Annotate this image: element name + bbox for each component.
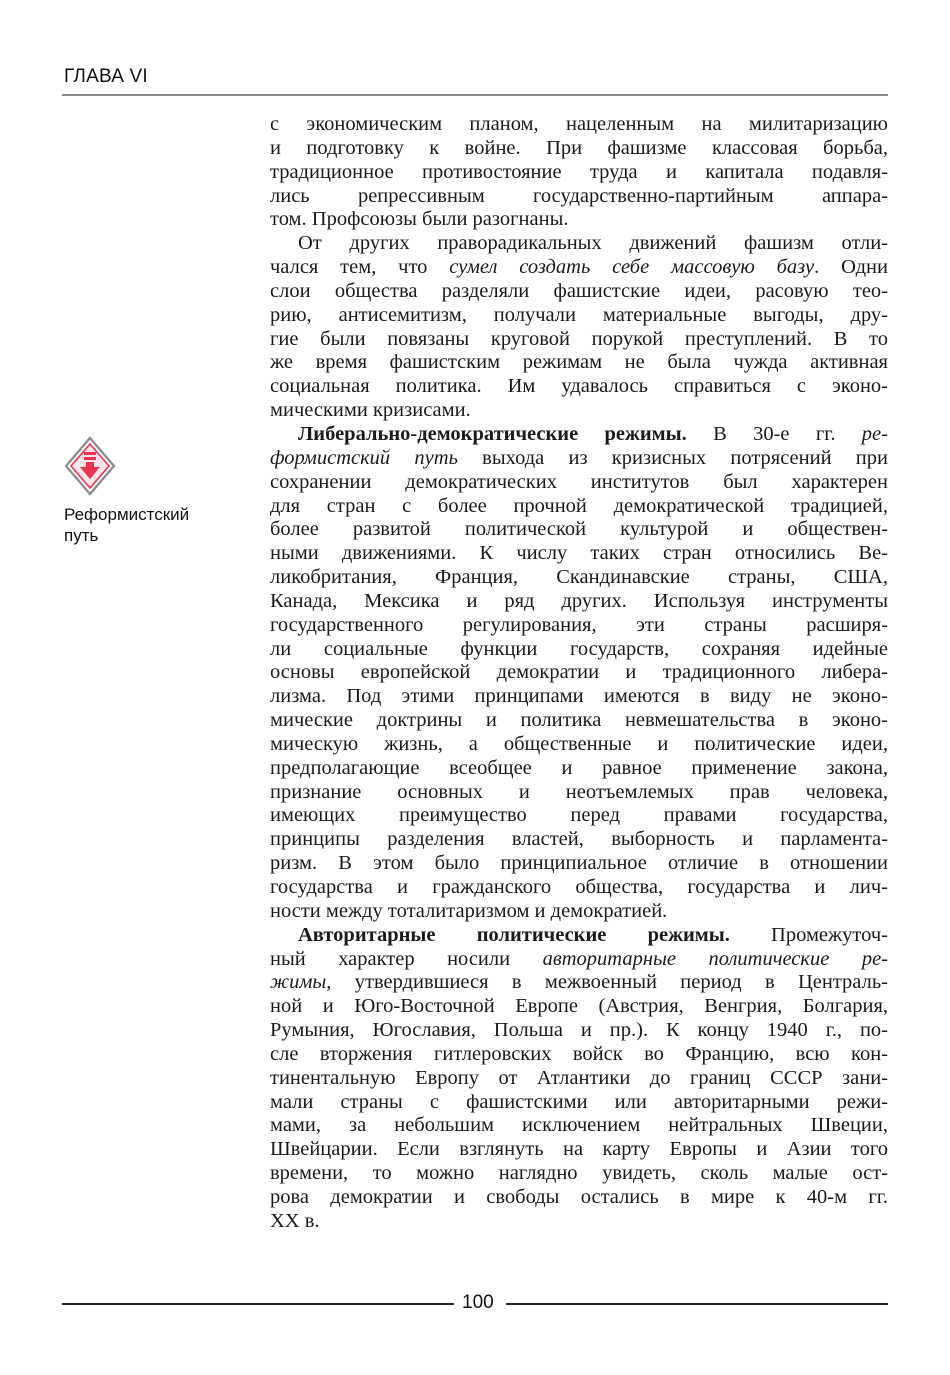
text-line: том. Профсоюзы были разогнаны. <box>270 208 569 231</box>
text-line: Румыния, Югославия, Польша и пр.). К концу 1940 г., по- <box>270 1019 888 1042</box>
emphasis-text: формистский путь <box>270 446 458 469</box>
header-divider <box>62 94 888 96</box>
text-line: лизма. Под этими принципами имеются в виду не эконо- <box>270 685 888 708</box>
text-line: ности между тоталитаризмом и демократией. <box>270 899 668 922</box>
text-line: лись репрессивным государственно-партийным аппара- <box>270 184 888 207</box>
text-line: мическими кризисами. <box>270 399 471 422</box>
paragraph-4 <box>270 924 888 1234</box>
text-span: , утвердившиеся в межвоенный период в Централь- <box>326 971 888 994</box>
footer-divider-right <box>506 1303 888 1305</box>
text-line: для стран с более прочной демократической традицией, <box>270 494 888 517</box>
text-line: государства и гражданского общества, государства и лич- <box>270 876 888 898</box>
text-line: Швейцарии. Если взглянуть на карту Европы и Азии того <box>270 1138 888 1161</box>
text-line: ли социальные функции государств, сохраняя идейные <box>270 637 888 660</box>
page-number: 100 <box>462 1292 494 1313</box>
text-span: чался тем, что <box>270 256 450 279</box>
emphasis-text: сумел создать себе массовую базу <box>449 256 815 279</box>
section-heading: Авторитарные политические режимы. <box>298 923 730 946</box>
emphasis-text: авторитарные политические ре- <box>542 947 888 970</box>
text-line: более развитой политической культурой и обществен- <box>270 518 888 541</box>
text-line <box>270 447 888 471</box>
chapter-header: ГЛАВА VI <box>64 66 148 87</box>
text-line: слои общества разделяли фашистские идеи, расовую тео- <box>270 279 888 302</box>
text-line: ными движениями. К числу таких стран относились Ве- <box>270 542 888 565</box>
text-line: и подготовку к войне. При фашизме классовая борьба, <box>270 136 888 159</box>
text-line <box>270 971 888 995</box>
text-line: предполагающие всеобщее и равное применение закона, <box>270 756 888 779</box>
text-line: ликобритания, Франция, Скандинавские страны, США, <box>270 566 888 589</box>
text-line: тинентальную Европу от Атлантики до границ СССР зани- <box>270 1066 888 1089</box>
text-span: Промежуточ- <box>729 923 888 946</box>
text-line: сохранении демократических институтов был характерен <box>270 470 888 493</box>
section-heading: Либерально-демократические режимы. <box>298 422 687 445</box>
body-text <box>270 113 888 1234</box>
paragraph-1 <box>270 113 888 232</box>
text-line: Канада, Мексика и ряд других. Используя инструменты <box>270 589 888 612</box>
text-line: мами, за небольшим исключением нейтральных Швеции, <box>270 1114 888 1137</box>
text-span: выхода из кризисных потрясений при <box>457 446 888 469</box>
text-line: рова демократии и свободы остались в мире к 40-м гг. <box>270 1185 888 1208</box>
text-line: признание основных и неотъемлемых прав человека, <box>270 780 888 803</box>
text-line: времени, то можно наглядно увидеть, сколь малые ост- <box>270 1162 888 1185</box>
text-span: . Одни <box>814 256 888 279</box>
text-span: В 30-е гг. <box>686 422 862 445</box>
text-line: мические доктрины и политика невмешательства в эконо- <box>270 709 888 732</box>
text-span: ный характер носили <box>270 947 543 970</box>
text-line: ной и Юго-Восточной Европе (Австрия, Венгрия, Болгария, <box>270 995 888 1018</box>
text-line: с экономическим планом, нацеленным на милитаризацию <box>270 113 888 135</box>
text-line: рию, антисемитизм, получали материальные выгоды, дру- <box>270 303 888 326</box>
text-line <box>270 924 888 948</box>
margin-note-label <box>64 504 189 546</box>
footer-divider-left <box>62 1303 454 1305</box>
text-line: имеющих преимущество перед правами государства, <box>270 804 888 827</box>
text-line: традиционное противостояние труда и капитала подавля- <box>270 160 888 183</box>
paragraph-3 <box>270 423 888 924</box>
emphasis-text: жимы <box>270 971 327 994</box>
text-line: мали страны с фашистскими или авторитарными режи- <box>270 1090 888 1113</box>
text-line: социальная политика. Им удавалось справиться с эконо- <box>270 375 888 398</box>
text-line: ризм. В этом было принципиальное отличие в отношении <box>270 852 888 875</box>
text-line: государственного регулирования, эти страны расширя- <box>270 613 888 636</box>
margin-note-label-line1: Реформистский <box>64 505 190 524</box>
text-line: сле вторжения гитлеровских войск во Францию, всю кон- <box>270 1042 888 1065</box>
margin-note-label-line2: путь <box>64 526 99 545</box>
text-line: От других праворадикальных движений фашизм отли- <box>298 232 888 255</box>
text-line: основы европейской демократии и традиционного либера- <box>270 661 888 684</box>
emphasis-text: ре- <box>861 422 888 445</box>
text-line: принципы разделения властей, выборность и парламента- <box>270 828 888 851</box>
text-line <box>270 948 888 972</box>
paragraph-2 <box>270 232 888 423</box>
text-line: же время фашистским режимам не была чужда активная <box>270 351 888 374</box>
text-line <box>270 423 888 447</box>
reformist-path-icon <box>64 436 116 496</box>
text-line: мическую жизнь, а общественные и политические идеи, <box>270 732 888 755</box>
text-line <box>270 256 888 280</box>
text-line: гие были повязаны круговой порукой преступлений. В то <box>270 327 888 350</box>
text-line: XX в. <box>270 1209 320 1232</box>
